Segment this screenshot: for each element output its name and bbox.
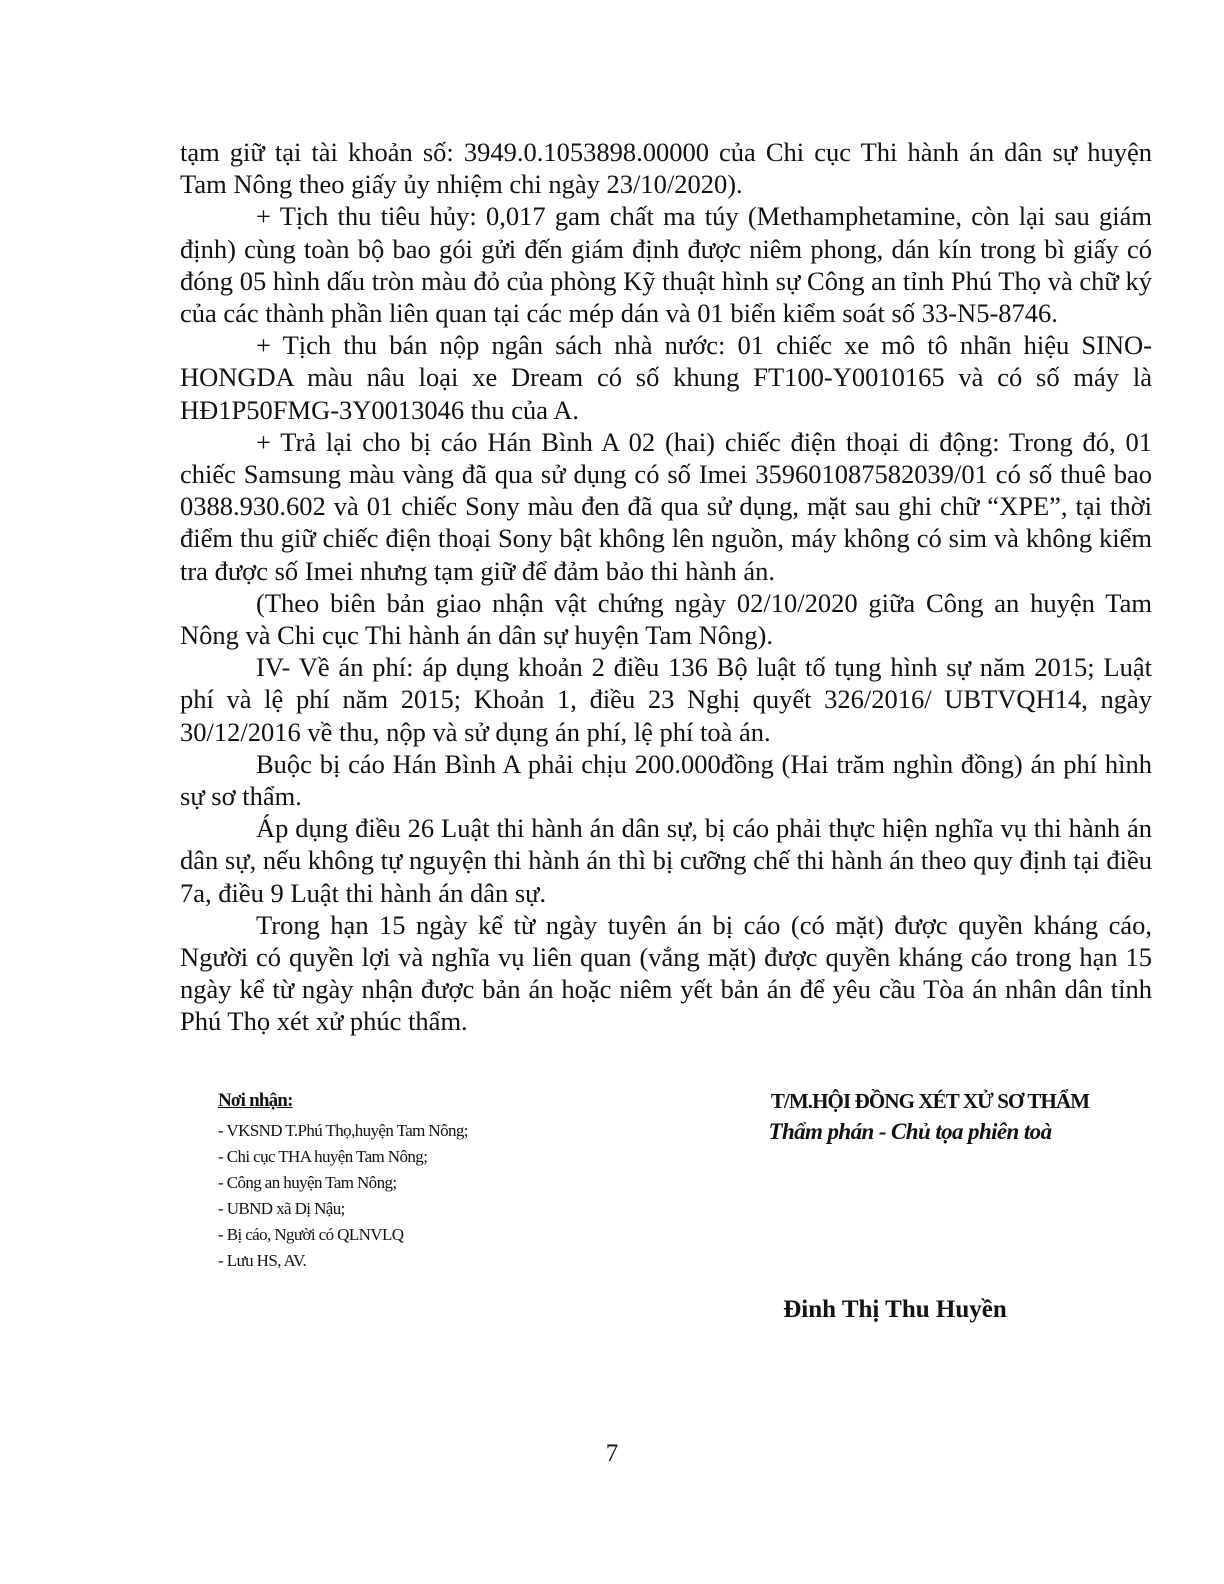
paragraph-fee-amount: Buộc bị cáo Hán Bình A phải chịu 200.000đồng (Hai trăm nghìn đồng) án phí hình sự sơ thẩm. [180, 748, 1152, 812]
recipients-heading: Nơi nhận: [218, 1090, 293, 1111]
signature-block [700, 1086, 1120, 1148]
paragraph-enforcement: Áp dụng điều 26 Luật thi hành án dân sự, bị cáo phải thực hiện nghĩa vụ thi hành án dân sự, nếu không tự nguyện thi hành án thì bị cưỡng chế thi hành án theo quy định tại điều 7a, điều 9 Luật thi hành án dân sự. [180, 813, 1152, 908]
paragraph-court-fees: IV- Về án phí: áp dụng khoản 2 điều 136 Bộ luật tố tụng hình sự năm 2015; Luật phí và lệ phí năm 2015; Khoản 1, điều 23 Nghị quyết 326/2016/ UBTVQH14, ngày 30/12/2016 về thu, nộp và sử dụng án phí, lệ phí toà án. [180, 652, 1152, 747]
recipient-item: - Lưu HS, AV. [218, 1251, 307, 1270]
recipient-item: - UBND xã Dị Nậu; [218, 1199, 345, 1218]
recipient-item: - Chi cục THA huyện Tam Nông; [218, 1147, 428, 1166]
recipient-item: - Bị cáo, Người có QLNVLQ [218, 1225, 404, 1244]
signature-title: T/M.HỘI ĐỒNG XÉT XỬ SƠ THẨM [770, 1089, 1090, 1113]
paragraph-appeal-rights: Trong hạn 15 ngày kể từ ngày tuyên án bị cáo (có mặt) được quyền kháng cáo, Người có quyền lợi và nghĩa vụ liên quan (vắng mặt) được quyền kháng cáo trong hạn 15 ngày kể từ ngày nhận được bản án hoặc niêm yết bản án để yêu cầu Tòa án nhân dân tỉnh Phú Thọ xét xử phúc thẩm. [180, 909, 1152, 1037]
page-number: 7 [605, 1440, 619, 1467]
paragraph-confiscate-destroy: + Tịch thu tiêu hủy: 0,017 gam chất ma túy (Methamphetamine, còn lại sau giám định) cùng toàn bộ bao gói gửi đến giám định được niêm phong, dán kín trong bì giấy có đóng 05 hình dấu tròn màu đỏ của phòng Kỹ thuật hình sự Công an tỉnh Phú Thọ và chữ ký của các thành phần liên quan tại các mép dán và 01 biển kiểm soát số 33-N5-8746. [180, 201, 1152, 329]
recipients-block [218, 1088, 548, 1274]
paragraph-account-transfer: tạm giữ tại tài khoản số: 3949.0.1053898.00000 của Chi cục Thi hành án dân sự huyện Tam Nông theo giấy ủy nhiệm chi ngày 23/10/2020). [180, 137, 1152, 200]
recipient-item: - VKSND T.Phú Thọ,huyện Tam Nông; [218, 1121, 468, 1140]
signature-subtitle: Thẩm phán - Chủ tọa phiên toà [768, 1119, 1052, 1144]
judgment-body [180, 136, 1152, 1038]
recipient-item: - Công an huyện Tam Nông; [218, 1173, 397, 1192]
paragraph-return-phones: + Trả lại cho bị cáo Hán Bình A 02 (hai) chiếc điện thoại di động: Trong đó, 01 chiếc Samsung màu vàng đã qua sử dụng có số Imei 359601087582039/01 có số thuê bao 0388.930.602 và 01 chiếc Sony màu đen đã qua sử dụng, mặt sau ghi chữ “XPE”, tại thời điểm thu giữ chiếc điện thoại Sony bật không lên nguồn, máy không có sim và không kiểm tra được số Imei nhưng tạm giữ để đảm bảo thi hành án. [180, 426, 1152, 586]
paragraph-evidence-handover: (Theo biên bản giao nhận vật chứng ngày 02/10/2020 giữa Công an huyện Tam Nông và Chi cục Thi hành án dân sự huyện Tam Nông). [180, 587, 1152, 651]
paragraph-confiscate-sell: + Tịch thu bán nộp ngân sách nhà nước: 01 chiếc xe mô tô nhãn hiệu SINO-HONGDA màu nâu loại xe Dream có số khung FT100-Y0010165 và có số máy là HĐ1P50FMG-3Y0013046 thu của A. [180, 330, 1152, 425]
signer-name: Đinh Thị Thu Huyền [783, 1296, 1007, 1323]
